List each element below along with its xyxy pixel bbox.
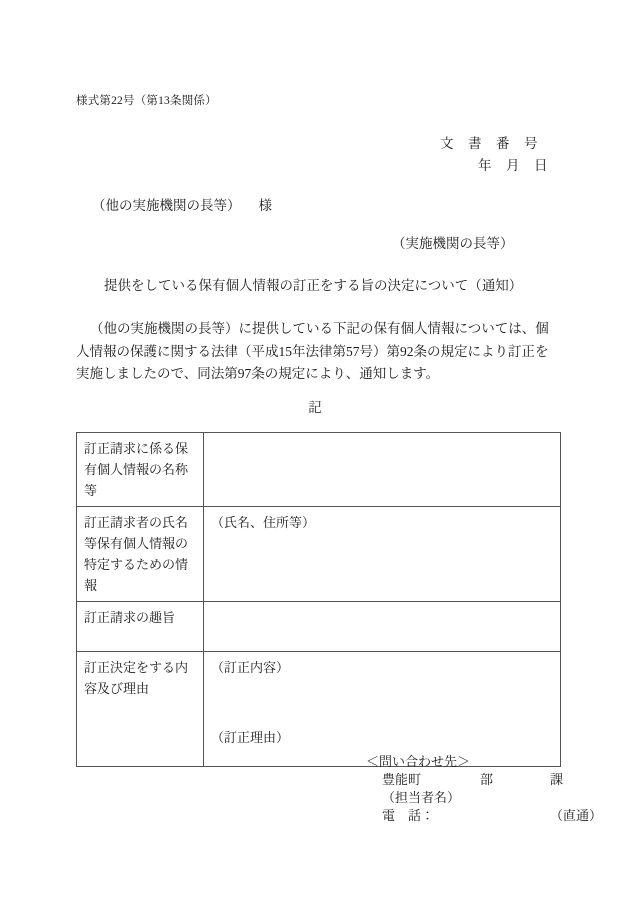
body-paragraph (76, 318, 554, 386)
table-row-label: 訂正決定をする内容及び理由 (77, 652, 204, 767)
sender-line: （実施機関の長等） (392, 236, 514, 251)
body-line: 実施しましたので、同法第97条の規定により、通知します。 (76, 366, 440, 381)
body-line: 人情報の保護に関する法律（平成15年法律第57号）第92条の規定により訂正を (76, 343, 549, 359)
table-row-value[interactable]: （氏名、住所等） (204, 507, 561, 602)
form-code: 様式第22号（第13条関係） (76, 95, 217, 107)
table-row-value[interactable] (204, 652, 561, 767)
document-meta (440, 133, 548, 177)
contact-section: 課 (550, 772, 564, 787)
table-row (77, 433, 561, 507)
table-row (77, 652, 561, 767)
addressee-name: （他の実施機関の長等） (92, 198, 241, 213)
addressee-honorific: 様 (258, 198, 272, 213)
contact-phone-row (366, 807, 602, 825)
table-row-label: 訂正請求者の氏名等保有個人情報の特定するための情報 (77, 507, 204, 602)
contact-org-row (366, 771, 602, 789)
table-row (77, 602, 561, 652)
correction-reason-label: （訂正理由） (211, 730, 290, 745)
table-row-label: 訂正請求に係る保有個人情報の名称等 (77, 433, 204, 507)
table-row-label: 訂正請求の趣旨 (77, 602, 204, 652)
contact-person: （担当者名） (382, 790, 461, 805)
document-date-label: 年 月 日 (478, 158, 548, 173)
contact-department: 部 (480, 772, 494, 787)
table-row-value[interactable] (204, 602, 561, 652)
contact-phone-note: （直通） (550, 808, 603, 823)
value-spacer (211, 678, 554, 727)
table-row (77, 507, 561, 602)
table-row-value[interactable] (204, 433, 561, 507)
document-number-label: 文 書 番 号 (440, 136, 538, 151)
correction-content-label: （訂正内容） (211, 660, 290, 675)
contact-heading: ＜問い合わせ先＞ (366, 754, 471, 769)
addressee-line (92, 194, 272, 214)
body-line: （他の実施機関の長等）に提供している下記の保有個人情報については、個 (90, 321, 549, 336)
contact-phone-label: 電 話： (382, 808, 435, 823)
contact-block (366, 753, 602, 825)
information-table (76, 432, 561, 767)
ki-marker: 記 (308, 400, 322, 415)
page-title: 提供をしている保有個人情報の訂正をする旨の決定について（通知） (104, 278, 523, 293)
contact-org: 豊能町 (382, 772, 422, 787)
